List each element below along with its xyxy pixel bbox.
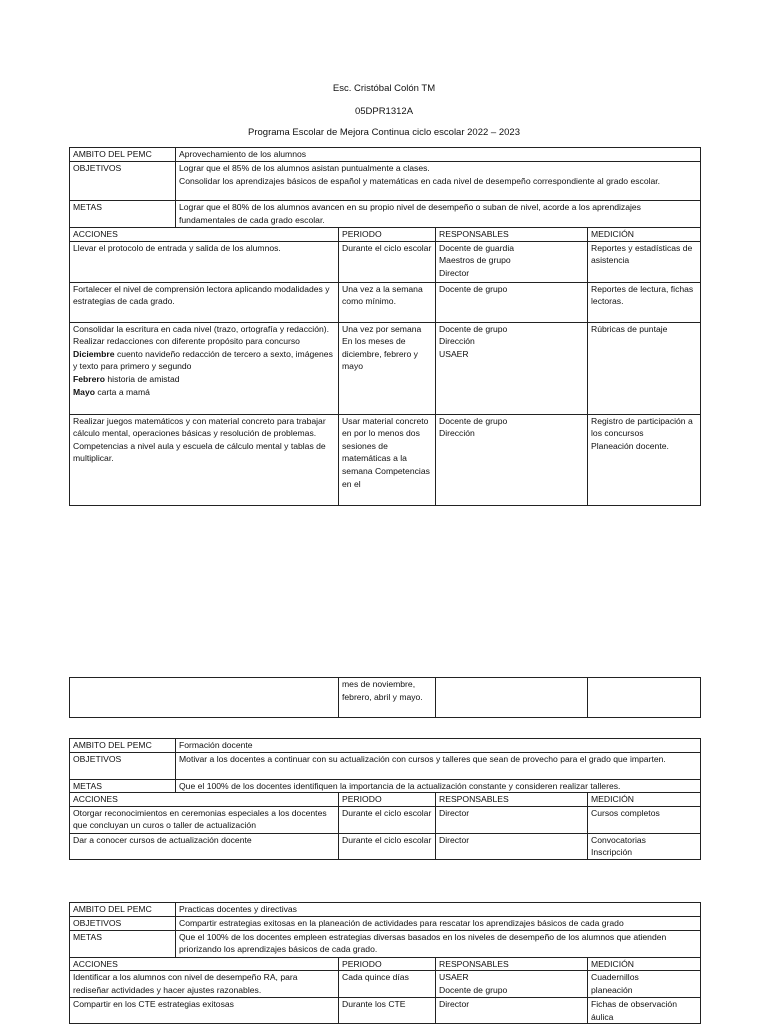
medicion-text: Inscripción [591, 847, 633, 858]
responsables-header: RESPONSABLES [436, 793, 588, 807]
responsables-header: RESPONSABLES [436, 228, 588, 242]
ambito-label: AMBITO DEL PEMC [70, 148, 176, 162]
metas-row [70, 779, 701, 793]
accion-cell [70, 322, 339, 414]
responsable-text: Dirección [439, 336, 475, 347]
metas-value: Que el 100% de los docentes identifiquen la importancia de la actualización constante y consideren realizar talleres. [176, 779, 701, 793]
medicion-header: MEDICIÓN [588, 957, 701, 971]
objetivo-text: Lograr que el 85% de los alumnos asistan puntualmente a clases. [179, 163, 430, 173]
ambito-value: Practicas docentes y directivas [176, 903, 701, 917]
month-text: historia de amistad [105, 373, 180, 384]
accion-cell: Llevar el protocolo de entrada y salida de los alumnos. [70, 241, 339, 282]
accion-line: Competencias a nivel aula y escuela de cálculo mental y tablas de multiplicar. [73, 440, 326, 464]
pemc-table-practicas [69, 902, 701, 1024]
responsables-cell: Docente de grupo [436, 282, 588, 322]
school-code: 05DPR1312A [354, 106, 414, 117]
medicion-cell: Fichas de observación áulica [588, 998, 701, 1024]
accion-line-mayo [73, 386, 335, 399]
periodo-text: Una vez por semana [342, 323, 422, 334]
table-row [70, 806, 701, 833]
table-row [70, 971, 701, 998]
program-title: Programa Escolar de Mejora Continua ciclo escolar 2022 – 2023 [248, 127, 520, 138]
responsable-text: USAER [439, 348, 469, 359]
periodo-cell: Durante el ciclo escolar [339, 806, 436, 833]
metas-row [70, 201, 701, 228]
periodo-header: PERIODO [339, 957, 436, 971]
ambito-label: AMBITO DEL PEMC [70, 903, 176, 917]
periodo-text: En los meses de diciembre, febrero y mayo [342, 336, 418, 372]
medicion-cell: Reportes y estadísticas de asistencia [588, 241, 701, 282]
objetivos-label: OBJETIVOS [70, 162, 176, 201]
table-row [70, 414, 701, 505]
metas-label: METAS [70, 201, 176, 228]
acciones-header: ACCIONES [70, 793, 339, 807]
objetivos-row [70, 752, 701, 779]
metas-row [70, 930, 701, 957]
accion-line: Realizar juegos matemáticos y con material concreto para trabajar cálculo mental, operaciones básicas y resolución de problemas. [73, 415, 326, 439]
column-header-row [70, 228, 701, 242]
month-text: carta a mamá [94, 386, 150, 397]
ambito-row [70, 903, 701, 917]
responsable-text: Docente de grupo [439, 984, 508, 995]
accion-cell: Otorgar reconocimientos en ceremonias especiales a los docentes que concluyan un curos o taller de actualización [70, 806, 339, 833]
accion-line: Realizar redacciones con diferente propósito para concurso [73, 336, 300, 347]
responsables-cell [436, 322, 588, 414]
responsables-cell: Director [436, 806, 588, 833]
responsable-text: USAER [439, 972, 469, 983]
acciones-header: ACCIONES [70, 957, 339, 971]
medicion-cell [588, 833, 701, 859]
medicion-cell [588, 971, 701, 998]
objetivos-value: Compartir estrategias exitosas en la planeación de actividades para rescatar los aprendizajes básicos de cada grado [176, 917, 701, 931]
pemc-table-aprovechamiento [69, 147, 701, 506]
accion-line-diciembre [73, 348, 335, 373]
periodo-cell: Durante el ciclo escolar [339, 833, 436, 859]
ambito-value: Formación docente [176, 739, 701, 753]
ambito-label: AMBITO DEL PEMC [70, 739, 176, 753]
column-header-row [70, 957, 701, 971]
periodo-cell: Durante los CTE [339, 998, 436, 1024]
table-row [70, 998, 701, 1024]
medicion-header: MEDICIÓN [588, 793, 701, 807]
accion-cell: Compartir en los CTE estrategias exitosas [70, 998, 339, 1024]
responsables-cell [436, 678, 588, 718]
objetivo-text: Consolidar los aprendizajes básicos de español y matemáticas en cada nivel de desempeño correspondiente al grado escolar. [179, 175, 661, 186]
periodo-cell: mes de noviembre, febrero, abril y mayo. [339, 678, 436, 718]
responsable-text: Maestros de grupo [439, 255, 511, 266]
objetivos-row [70, 917, 701, 931]
responsable-text: Docente de guardia [439, 242, 515, 253]
objetivos-label: OBJETIVOS [70, 917, 176, 931]
column-header-row [70, 793, 701, 807]
ambito-value: Aprovechamiento de los alumnos [176, 148, 701, 162]
periodo-cell [339, 322, 436, 414]
accion-cell [70, 414, 339, 505]
responsables-cell: Director [436, 998, 588, 1024]
accion-line: Consolidar la escritura en cada nivel (trazo, ortografía y redacción). [73, 323, 330, 334]
responsables-cell [436, 241, 588, 282]
responsables-header: RESPONSABLES [436, 957, 588, 971]
medicion-cell [588, 678, 701, 718]
month-text: cuento navideño redacción de tercero a sexto, imágenes y texto para primero y segundo [73, 348, 333, 372]
medicion-text: Convocatorias [591, 834, 646, 845]
accion-cell [70, 678, 339, 718]
metas-value: Lograr que el 80% de los alumnos avancen en su propio nivel de desempeño o suban de nivel, acorde a los aprendizajes fundamentales de cada grado escolar. [176, 201, 701, 228]
medicion-text: planeación [591, 984, 633, 995]
table-row [70, 241, 701, 282]
accion-cell: Dar a conocer cursos de actualización docente [70, 833, 339, 859]
table-row [70, 282, 701, 322]
month-label: Mayo [73, 386, 95, 397]
month-label: Febrero [73, 373, 105, 384]
acciones-header: ACCIONES [70, 228, 339, 242]
table-row [70, 833, 701, 859]
periodo-cell: Usar material concreto en por lo menos dos sesiones de matemáticas a la semana Competencias en el [339, 414, 436, 505]
responsables-cell [436, 971, 588, 998]
medicion-cell: Rúbricas de puntaje [588, 322, 701, 414]
periodo-cell: Una vez a la semana como mínimo. [339, 282, 436, 322]
responsable-text: Director [439, 267, 470, 278]
responsables-cell: Director [436, 833, 588, 859]
responsables-cell [436, 414, 588, 505]
periodo-header: PERIODO [339, 793, 436, 807]
medicion-cell: Cursos completos [588, 806, 701, 833]
medicion-text: Registro de participación a los concursos [591, 415, 693, 439]
month-label: Diciembre [73, 348, 115, 359]
metas-label: METAS [70, 930, 176, 957]
table-row [70, 322, 701, 414]
accion-cell: Fortalecer el nivel de comprensión lectora aplicando modalidades y estrategias de cada grado. [70, 282, 339, 322]
objetivos-value [176, 162, 701, 201]
medicion-cell: Reportes de lectura, fichas lectoras. [588, 282, 701, 322]
responsable-text: Dirección [439, 428, 475, 439]
pemc-table-formacion [69, 738, 701, 860]
metas-value: Que el 100% de los docentes empleen estrategias diversas basados en los niveles de desempeño de los alumnos que atienden priorizando los aprendizajes básicos de cada grado. [176, 930, 701, 957]
metas-label: METAS [70, 779, 176, 793]
pemc-table-continuation [69, 677, 701, 718]
accion-cell: Identificar a los alumnos con nivel de desempeño RA, para rediseñar actividades y hacer ajustes razonables. [70, 971, 339, 998]
responsable-text: Docente de grupo [439, 415, 508, 426]
objetivos-value: Motivar a los docentes a continuar con su actualización con cursos y talleres que sean de provecho para el grado que imparten. [176, 752, 701, 779]
periodo-cell: Cada quince días [339, 971, 436, 998]
objetivos-row [70, 162, 701, 201]
medicion-text: Planeación docente. [591, 440, 669, 451]
periodo-header: PERIODO [339, 228, 436, 242]
accion-line-febrero [73, 373, 335, 386]
objetivos-label: OBJETIVOS [70, 752, 176, 779]
responsable-text: Docente de grupo [439, 323, 508, 334]
table-row [70, 678, 701, 718]
ambito-row [70, 739, 701, 753]
periodo-cell: Durante el ciclo escolar [339, 241, 436, 282]
medicion-header: MEDICIÓN [588, 228, 701, 242]
ambito-row [70, 148, 701, 162]
medicion-cell [588, 414, 701, 505]
medicion-text: Cuadernillos [591, 972, 639, 983]
school-name: Esc. Cristóbal Colón TM [332, 83, 436, 94]
